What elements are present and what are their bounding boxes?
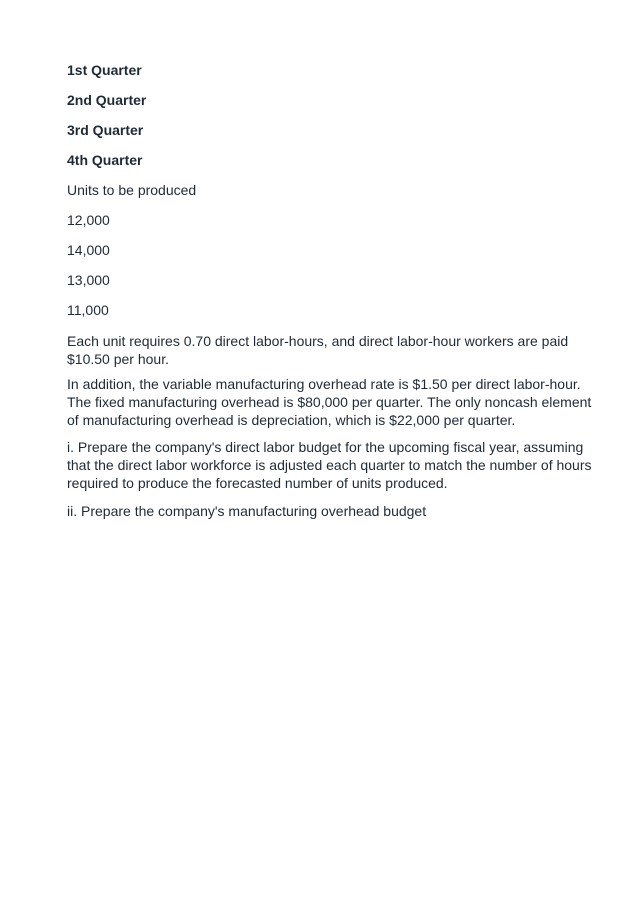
heading-2nd-quarter: 2nd Quarter xyxy=(67,92,147,108)
question-2: ii. Prepare the company's manufacturing overhead budget xyxy=(67,503,427,519)
document-page xyxy=(67,62,597,530)
units-q3: 13,000 xyxy=(67,272,110,288)
labor-paragraph: Each unit requires 0.70 direct labor-hours, and direct labor-hour workers are paid $10.50 per hour. xyxy=(67,333,569,367)
heading-1st-quarter: 1st Quarter xyxy=(67,62,142,78)
units-q2: 14,000 xyxy=(67,242,110,258)
units-label: Units to be produced xyxy=(67,182,197,198)
question-1: i. Prepare the company's direct labor budget for the upcoming fiscal year, assuming that the direct labor workforce is adjusted each quarter to match the number of hours required to produce the forecasted number of units produced. xyxy=(67,439,592,491)
units-q1: 12,000 xyxy=(67,212,110,228)
overhead-paragraph: In addition, the variable manufacturing overhead rate is $1.50 per direct labor-hour. The fixed manufacturing overhead is $80,000 per quarter. The only noncash element of manufacturing overhead is depreciation, which is $22,000 per quarter. xyxy=(67,376,592,428)
heading-3rd-quarter: 3rd Quarter xyxy=(67,122,144,138)
heading-4th-quarter: 4th Quarter xyxy=(67,152,143,168)
units-q4: 11,000 xyxy=(67,302,109,318)
